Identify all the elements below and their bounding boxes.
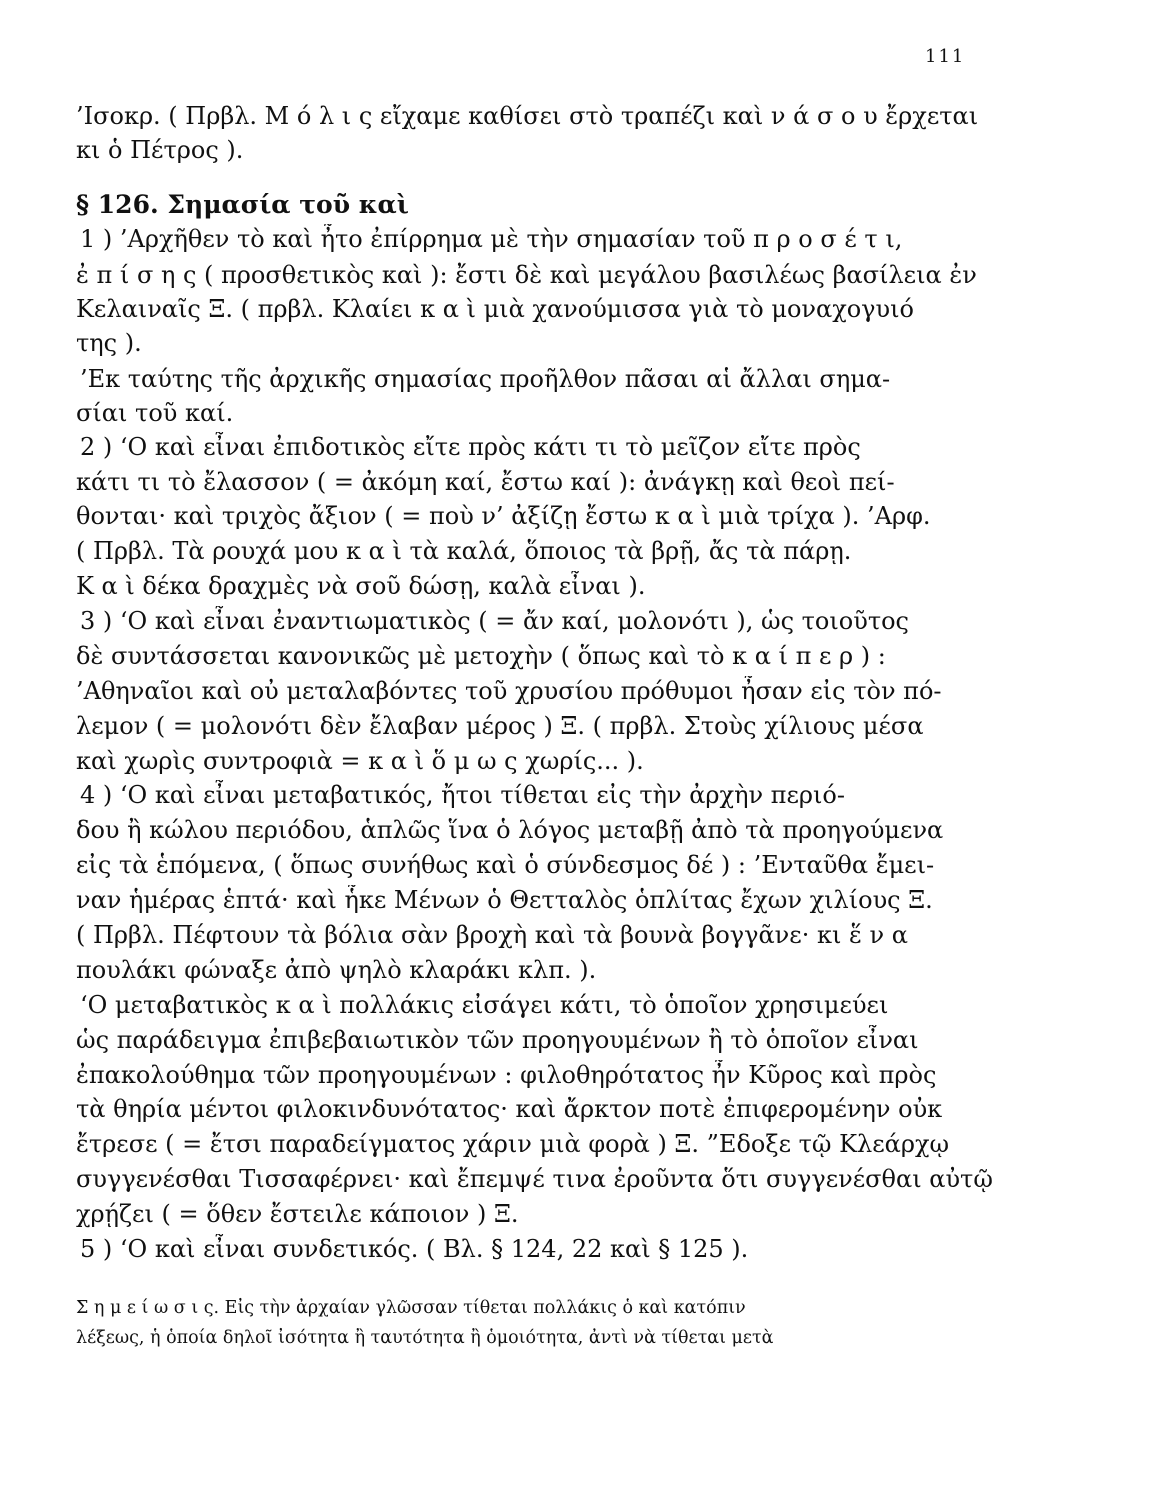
text-line: 3 ) ‘Ο καὶ εἶναι ἐναντιωματικὸς ( = ἄν καί, μολονότι ), ὡς τοιοῦτος: [80, 607, 909, 635]
text-line: δὲ συντάσσεται κανονικῶς μὲ μετοχὴν ( ὅπως καὶ τὸ κ α ί π ε ρ ) :: [76, 642, 886, 670]
text-line: ἐ π ί σ η ς ( προσθετικὸς καὶ ): ἔστι δὲ καὶ μεγάλου βασιλέως βασίλεια ἐν: [76, 261, 977, 289]
text-line: 1 ) ’Αρχῆθεν τὸ καὶ ἦτο ἐπίρρημα μὲ τὴν σημασίαν τοῦ π ρ ο σ έ τ ι,: [80, 225, 903, 253]
text-line: κι ὁ Πέτρος ).: [76, 136, 244, 164]
text-line: ’Αθηναῖοι καὶ οὐ μεταλαβόντες τοῦ χρυσίου πρόθυμοι ἦσαν εἰς τὸν πό-: [76, 677, 942, 705]
text-line: 2 ) ‘Ο καὶ εἶναι ἐπιδοτικὸς εἴτε πρὸς κάτι τι τὸ μεῖζον εἴτε πρὸς: [80, 433, 861, 461]
text-line: 5 ) ‘Ο καὶ εἶναι συνδετικός. ( Βλ. § 124, 22 καὶ § 125 ).: [80, 1235, 749, 1263]
text-line: καὶ χωρὶς συντροφιὰ = κ α ὶ ὅ μ ω ς χωρίς... ).: [76, 747, 644, 775]
note-line: Σ η μ ε ί ω σ ι ς. Εἰς τὴν ἀρχαίαν γλῶσσαν τίθεται πολλάκις ὁ καὶ κατόπιν: [76, 1298, 746, 1318]
text-line: ( Πρβλ. Πέφτουν τὰ βόλια σὰν βροχὴ καὶ τὰ βουνὰ βογγᾶνε· κι ἕ ν α: [76, 921, 908, 949]
text-line: ἐπακολούθημα τῶν προηγουμένων : φιλοθηρότατος ἦν Κῦρος καὶ πρὸς: [76, 1061, 937, 1089]
text-line: ἔτρεσε ( = ἔτσι παραδείγματος χάριν μιὰ φορὰ ) Ξ. ”Εδοξε τῷ Κλεάρχῳ: [76, 1130, 950, 1158]
text-line: ( Πρβλ. Τὰ ρουχά μου κ α ὶ τὰ καλά, ὅποιος τὰ βρῇ, ἄς τὰ πάρῃ.: [76, 537, 852, 565]
text-line: ’Εκ ταύτης τῆς ἀρχικῆς σημασίας προῆλθον πᾶσαι αἱ ἄλλαι σημα-: [80, 365, 891, 393]
text-line: ’Ισοκρ. ( Πρβλ. Μ ό λ ι ς εἴχαμε καθίσει στὸ τραπέζι καὶ ν ά σ ο υ ἔρχεται: [76, 102, 979, 130]
text-line: θονται· καὶ τριχὸς ἄξιον ( = ποὺ ν’ ἀξίζῃ ἔστω κ α ὶ μιὰ τρίχα ). ’Αρφ.: [76, 502, 931, 530]
text-line: τὰ θηρία μέντοι φιλοκινδυνότατος· καὶ ἄρκτον ποτὲ ἐπιφερομένην οὐκ: [76, 1095, 943, 1123]
text-line: εἰς τὰ ἑπόμενα, ( ὅπως συνήθως καὶ ὁ σύνδεσμος δέ ) : ’Ενταῦθα ἔμει-: [76, 851, 935, 879]
text-line: ὡς παράδειγμα ἐπιβεβαιωτικὸν τῶν προηγουμένων ἢ τὸ ὁποῖον εἶναι: [76, 1026, 919, 1054]
text-line: σίαι τοῦ καί.: [76, 399, 234, 427]
text-line: ‘Ο μεταβατικὸς κ α ὶ πολλάκις εἰσάγει κάτι, τὸ ὁποῖον χρησιμεύει: [80, 991, 889, 1019]
text-line: ναν ἡμέρας ἑπτά· καὶ ἧκε Μένων ὁ Θετταλὸς ὁπλίτας ἔχων χιλίους Ξ.: [76, 886, 933, 914]
note-line: λέξεως, ἡ ὁποία δηλοῖ ἰσότητα ἢ ταυτότητα ἢ ὁμοιότητα, ἀντὶ νὰ τίθεται μετὰ: [76, 1328, 774, 1348]
text-line: πουλάκι φώναξε ἀπὸ ψηλὸ κλαράκι κλπ. ).: [76, 956, 597, 984]
text-line: λεμον ( = μολονότι δὲν ἔλαβαν μέρος ) Ξ. ( πρβλ. Στοὺς χίλιους μέσα: [76, 712, 924, 740]
text-line: Κ α ὶ δέκα δραχμὲς νὰ σοῦ δώσῃ, καλὰ εἶναι ).: [76, 572, 646, 600]
text-line: χρῄζει ( = ὅθεν ἔστειλε κάποιον ) Ξ.: [76, 1200, 519, 1228]
text-line: Κελαιναῖς Ξ. ( πρβλ. Κλαίει κ α ὶ μιὰ χανούμισσα γιὰ τὸ μοναχογυιό: [76, 295, 914, 323]
text-line: 4 ) ‘Ο καὶ εἶναι μεταβατικός, ἤτοι τίθεται εἰς τὴν ἀρχὴν περιό-: [80, 781, 845, 809]
page-number: 111: [925, 46, 966, 67]
text-line: κάτι τι τὸ ἔλασσον ( = ἀκόμη καί, ἔστω καί ): ἀνάγκῃ καὶ θεοὶ πεί-: [76, 468, 895, 496]
text-line: δου ἢ κώλου περιόδου, ἁπλῶς ἵνα ὁ λόγος μεταβῇ ἀπὸ τὰ προηγούμενα: [76, 816, 944, 844]
text-line: συγγενέσθαι Τισσαφέρνει· καὶ ἔπεμψέ τινα ἐροῦντα ὅτι συγγενέσθαι αὐτῷ: [76, 1165, 993, 1193]
section-heading: § 126. Σημασία τοῦ καὶ: [76, 190, 409, 219]
text-line: της ).: [76, 329, 142, 357]
